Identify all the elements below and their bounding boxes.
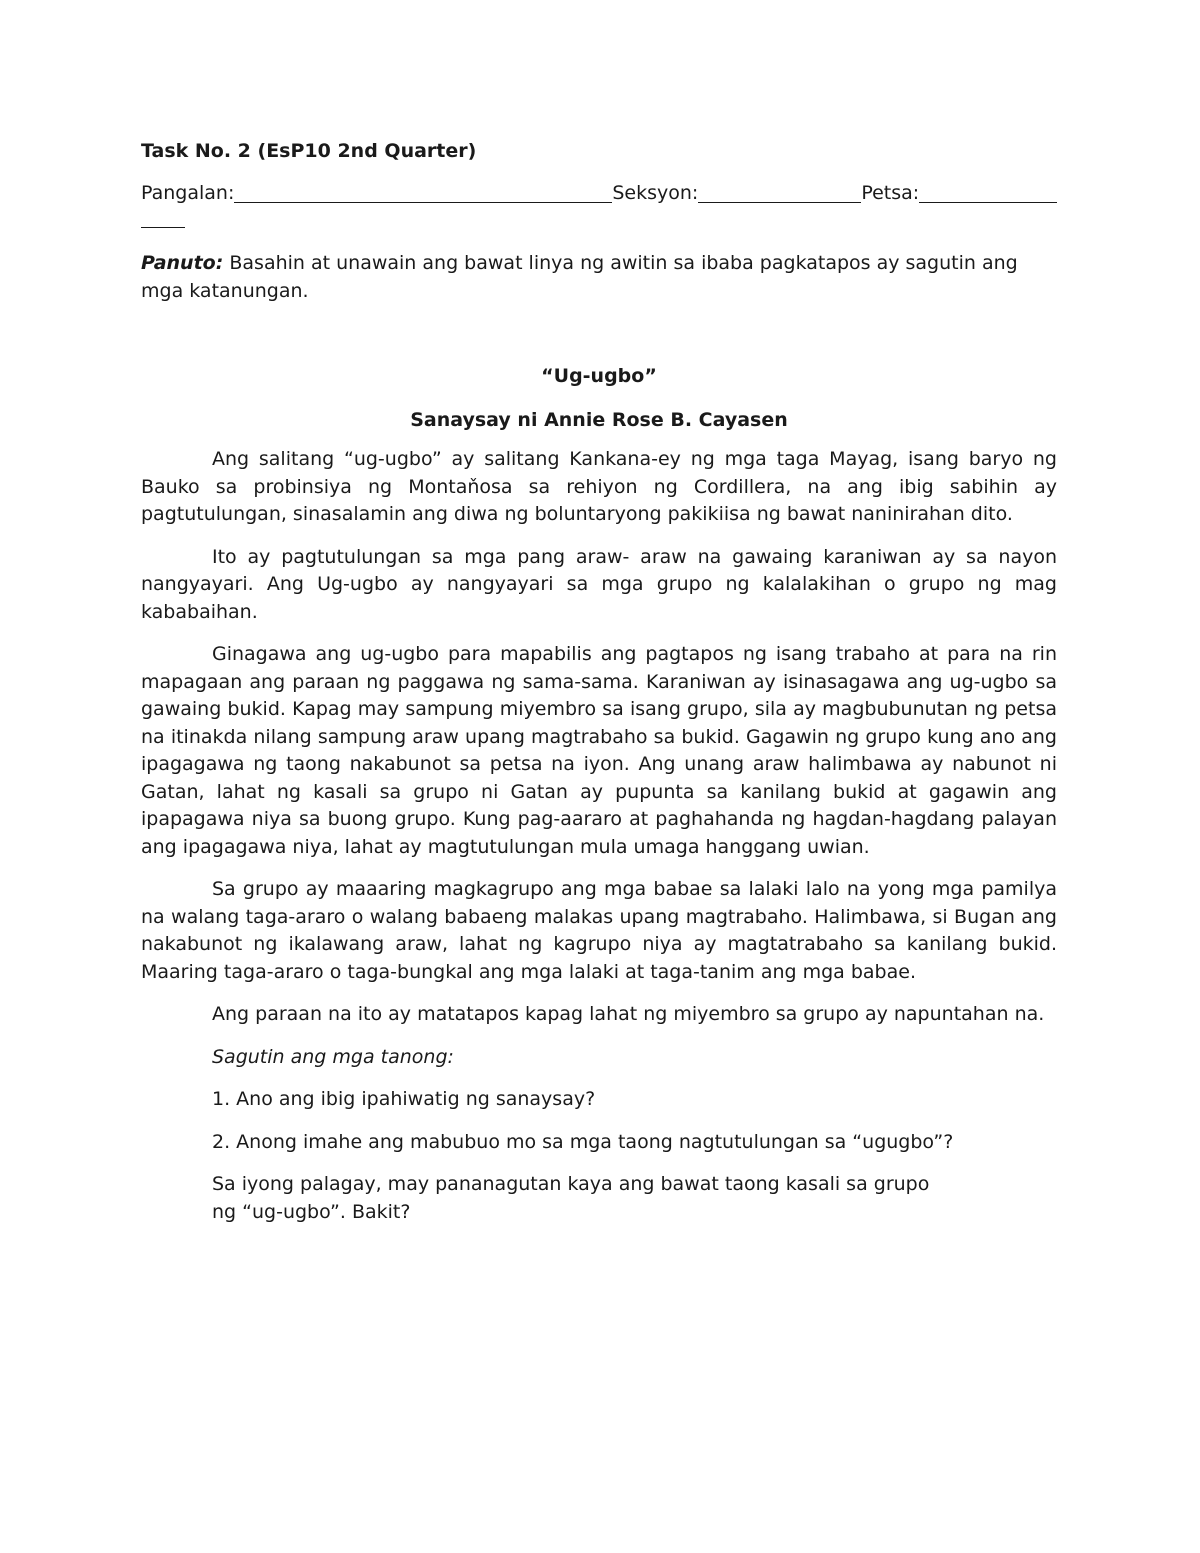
instructions-text: Basahin at unawain ang bawat linya ng awitin sa ibaba pagkatapos ay sagutin ang mga katanungan.	[141, 252, 1018, 302]
essay-paragraph: Ginagawa ang ug-ugbo para mapabilis ang pagtapos ng isang trabaho at para na rin mapagaan ang paraan ng paggawa ng sama-sama. Karaniwan ay isinasagawa ang ug-ugbo sa gawaing bukid. Kapag may sampung miyembro sa isang grupo, sila ay magbubunutan ng petsa na itinakda nilang sampung araw upang magtrabaho sa bukid. Gagawin ng grupo kung ano ang ipagagawa ng taong nakabunot sa petsa na iyon. Ang unang araw halimbawa ay nabunot ni Gatan, lahat ng kasali sa grupo ni Gatan ay pupunta sa kanilang bukid at gagawin ang ipapagawa niya sa buong grupo. Kung pag-aararo at paghahanda ng hagdan-hagdang palayan ang ipagagawa niya, lahat ay magtutulungan mula umaga hanggang uwian.	[141, 643, 1057, 858]
date-label: Petsa:	[861, 181, 920, 204]
section-blank[interactable]	[698, 180, 861, 203]
instructions-label: Panuto:	[141, 252, 224, 274]
question-line: Sa iyong palagay, may pananagutan kaya ang bawat taong kasali sa grupo	[212, 1173, 930, 1195]
task-title: Task No. 2 (EsP10 2nd Quarter)	[141, 140, 477, 162]
question-item	[141, 1171, 1057, 1226]
essay-paragraph: Ang paraan na ito ay matatapos kapag lahat ng miyembro sa grupo ay napuntahan na.	[212, 1003, 1045, 1025]
question-item: 1. Ano ang ibig ipahiwatig ng sanaysay?	[212, 1088, 596, 1110]
date-blank[interactable]	[919, 180, 1057, 203]
questions-heading: Sagutin ang mga tanong:	[212, 1045, 454, 1068]
name-blank[interactable]	[234, 180, 612, 203]
question-line: ng “ug-ugbo”. Bakit?	[212, 1200, 411, 1223]
essay-author: Sanaysay ni Annie Rose B. Cayasen	[410, 408, 788, 431]
worksheet-page	[141, 138, 1057, 1226]
student-info-line	[141, 180, 1057, 208]
essay-title: “Ug-ugbo”	[541, 365, 657, 387]
essay-paragraph: Sa grupo ay maaaring magkagrupo ang mga babae sa lalaki lalo na yong mga pamilya na walang taga-araro o walang babaeng malakas upang magtrabaho. Halimbawa, si Bugan ang nakabunot ng ikalawang araw, lahat ng kagrupo niya ay magtatrabaho sa kanilang bukid. Maaring taga-araro o taga-bungkal ang mga lalaki at taga-tanim ang mga babae.	[141, 878, 1057, 983]
instructions	[141, 250, 1057, 305]
section-label: Seksyon:	[612, 181, 699, 204]
date-blank-continuation	[141, 207, 185, 228]
name-label: Pangalan:	[141, 181, 235, 204]
essay-paragraph: Ito ay pagtutulungan sa mga pang araw- araw na gawaing karaniwan ay sa nayon nangyayari. Ang Ug-ugbo ay nangyayari sa mga grupo ng kalalakihan o grupo ng mag kababaihan.	[141, 545, 1057, 623]
question-item: 2. Anong imahe ang mabubuo mo sa mga taong nagtutulungan sa “ugugbo”?	[212, 1130, 954, 1153]
essay-paragraph: Ang salitang “ug-ugbo” ay salitang Kankana-ey ng mga taga Mayag, isang baryo ng Bauko sa probinsiya ng Montaňosa sa rehiyon ng Cordillera, na ang ibig sabihin ay pagtutulungan, sinasalamin ang diwa ng boluntaryong pakikiisa ng bawat naninirahan dito.	[141, 448, 1057, 525]
